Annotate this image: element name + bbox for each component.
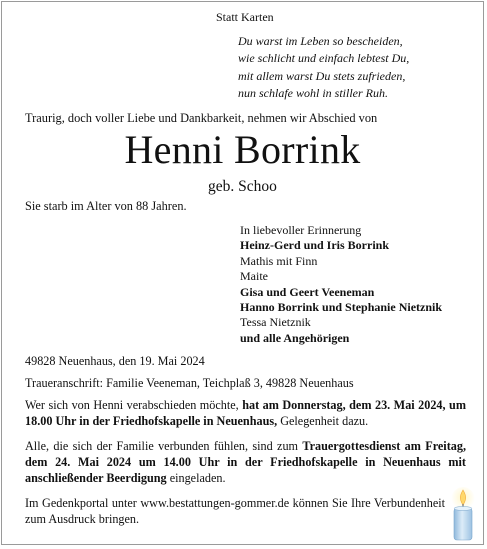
farewell-text-end: Gelegenheit dazu.	[277, 414, 369, 429]
mourners-list	[240, 223, 442, 346]
poem-line: wie schlicht und einfach lebtest Du,	[238, 51, 410, 66]
deceased-name: Henni Borrink	[124, 127, 361, 172]
memorial-portal-paragraph: Im Gedenkportal unter www.bestattungen-gommer.de können Sie Ihre Verbundenheit zum Ausdruck bringen.	[25, 496, 445, 527]
mourner-line: Mathis mit Finn	[240, 253, 318, 268]
age-text: Sie starb im Alter von 88 Jahren.	[25, 199, 187, 213]
mourner-line: Hanno Borrink und Stephanie Nietznik	[240, 300, 443, 315]
farewell-date: hat am Donnerstag, dem 23. Mai 2024, um 18.00 Uhr in der Friedhofskapelle in Neuenhaus,	[25, 398, 466, 429]
poem-line: mit allem warst Du stets zufrieden,	[238, 68, 406, 83]
funeral-text: Alle, die sich der Familie verbunden fühlen, sind zum	[25, 439, 303, 453]
farewell-text: Wer sich von Henni verabschieden möchte,	[25, 398, 243, 412]
poem	[238, 33, 409, 103]
maiden-name: geb. Schoo	[208, 178, 277, 195]
candle-icon	[448, 486, 478, 542]
mourner-line: und alle Angehörigen	[240, 330, 350, 345]
mourner-line: Heinz-Gerd und Iris Borrink	[240, 238, 390, 253]
mourning-address: Traueranschrift: Familie Veeneman, Teichplaß 3, 49828 Neuenhaus	[25, 376, 354, 390]
mourner-line: In liebevoller Erinnerung	[240, 223, 362, 237]
mourner-line: Maite	[240, 269, 268, 284]
poem-line: Du warst im Leben so bescheiden,	[238, 34, 403, 48]
mourner-line: Gisa und Geert Veeneman	[240, 284, 375, 299]
funeral-text-end: eingeladen.	[166, 471, 226, 486]
mourner-line: Tessa Nietznik	[240, 315, 311, 330]
farewell-paragraph	[25, 397, 466, 429]
statt-karten-label: Statt Karten	[216, 10, 274, 24]
intro-text: Traurig, doch voller Liebe und Dankbarkeit, nehmen wir Abschied von	[25, 111, 378, 125]
funeral-date: Trauergottesdienst am Freitag, dem 24. Mai 2024 um 14.00 Uhr in der Friedhofskapelle in Neuenhaus mit anschließender Beerdigung	[25, 439, 466, 486]
place-date: 49828 Neuenhaus, den 19. Mai 2024	[25, 354, 205, 368]
poem-line: nun schlafe wohl in stiller Ruh.	[238, 86, 388, 101]
obituary-notice	[1, 1, 484, 545]
funeral-paragraph	[25, 438, 466, 487]
